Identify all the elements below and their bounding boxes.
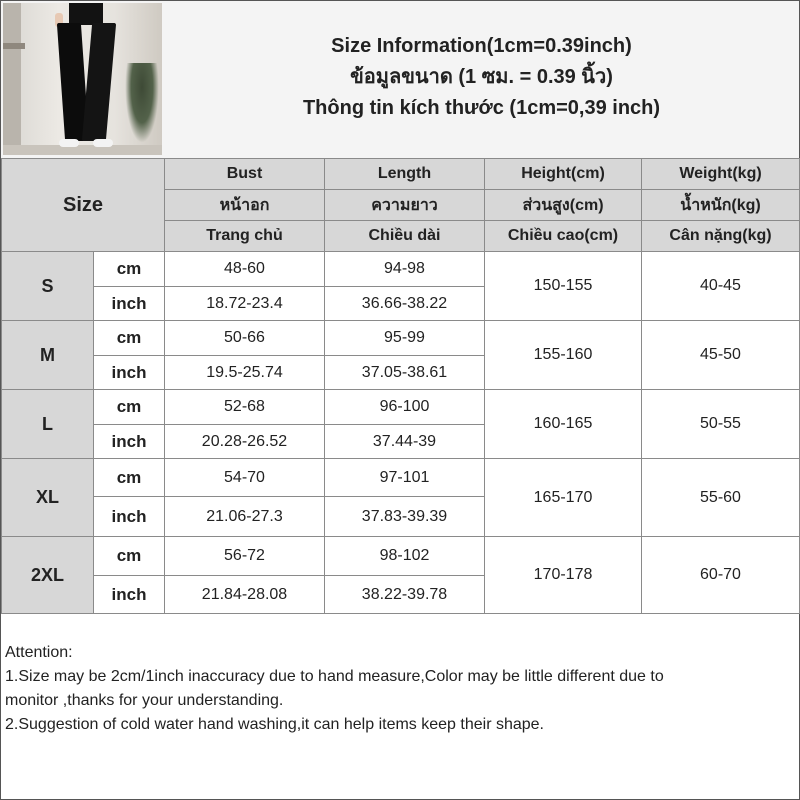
bust-cm-cell: 50-66 xyxy=(165,321,325,356)
height-cell: 170-178 xyxy=(485,537,642,614)
col-header-bust: Bust xyxy=(165,159,325,190)
bust-inch-cell: 19.5-25.74 xyxy=(165,356,325,390)
chart-header xyxy=(1,1,799,159)
weight-cell: 60-70 xyxy=(642,537,800,614)
height-cell: 155-160 xyxy=(485,321,642,390)
col-header-bust-vi: Trang chủ xyxy=(165,221,325,252)
length-inch-cell: 37.83-39.39 xyxy=(325,497,485,537)
col-header-weight: Weight(kg) xyxy=(642,159,800,190)
unit-inch: inch xyxy=(94,287,165,321)
table-row xyxy=(2,321,800,356)
bust-inch-cell: 18.72-23.4 xyxy=(165,287,325,321)
size-label: S xyxy=(2,252,94,321)
unit-cm: cm xyxy=(94,321,165,356)
title-thai: ข้อมูลขนาด (1 ซม. = 0.39 นิ้ว) xyxy=(350,66,613,88)
title-vietnamese: Thông tin kích thước (1cm=0,39 inch) xyxy=(302,97,661,119)
length-cm-cell: 96-100 xyxy=(325,390,485,425)
bust-inch-cell: 21.84-28.08 xyxy=(165,576,325,614)
height-cell: 160-165 xyxy=(485,390,642,459)
col-header-length-vi: Chiều dài xyxy=(325,221,485,252)
weight-cell: 55-60 xyxy=(642,459,800,537)
length-cm-cell: 97-101 xyxy=(325,459,485,497)
bust-inch-cell: 20.28-26.52 xyxy=(165,425,325,459)
length-inch-cell: 36.66-38.22 xyxy=(325,287,485,321)
unit-inch: inch xyxy=(94,576,165,614)
attention-notes xyxy=(5,641,795,737)
height-cell: 165-170 xyxy=(485,459,642,537)
col-header-weight-vi: Cân nặng(kg) xyxy=(642,221,800,252)
weight-cell: 45-50 xyxy=(642,321,800,390)
col-header-height: Height(cm) xyxy=(485,159,642,190)
unit-cm: cm xyxy=(94,252,165,287)
weight-cell: 40-45 xyxy=(642,252,800,321)
header-row-en xyxy=(2,159,800,190)
size-label: M xyxy=(2,321,94,390)
bust-cm-cell: 54-70 xyxy=(165,459,325,497)
length-inch-cell: 38.22-39.78 xyxy=(325,576,485,614)
bust-cm-cell: 56-72 xyxy=(165,537,325,576)
col-header-height-th: ส่วนสูง(cm) xyxy=(485,190,642,221)
unit-inch: inch xyxy=(94,497,165,537)
photo-plant xyxy=(125,63,159,143)
unit-inch: inch xyxy=(94,356,165,390)
attention-heading: Attention: xyxy=(5,644,73,661)
height-cell: 150-155 xyxy=(485,252,642,321)
size-label: L xyxy=(2,390,94,459)
length-cm-cell: 98-102 xyxy=(325,537,485,576)
bust-cm-cell: 48-60 xyxy=(165,252,325,287)
length-inch-cell: 37.05-38.61 xyxy=(325,356,485,390)
chart-titles xyxy=(164,31,799,124)
size-label: 2XL xyxy=(2,537,94,614)
bust-inch-cell: 21.06-27.3 xyxy=(165,497,325,537)
table-row xyxy=(2,537,800,576)
weight-cell: 50-55 xyxy=(642,390,800,459)
photo-shelf xyxy=(3,43,25,49)
col-header-height-vi: Chiều cao(cm) xyxy=(485,221,642,252)
attention-line-2: monitor ,thanks for your understanding. xyxy=(5,692,284,709)
size-column-header: Size xyxy=(2,159,165,252)
unit-cm: cm xyxy=(94,390,165,425)
length-cm-cell: 94-98 xyxy=(325,252,485,287)
table-row xyxy=(2,252,800,287)
col-header-bust-th: หน้าอก xyxy=(165,190,325,221)
col-header-length-th: ความยาว xyxy=(325,190,485,221)
title-english: Size Information(1cm=0.39inch) xyxy=(331,35,632,57)
col-header-weight-th: น้ำหนัก(kg) xyxy=(642,190,800,221)
size-label: XL xyxy=(2,459,94,537)
length-inch-cell: 37.44-39 xyxy=(325,425,485,459)
unit-cm: cm xyxy=(94,537,165,576)
attention-line-3: 2.Suggestion of cold water hand washing,it can help items keep their shape. xyxy=(5,716,544,733)
photo-model xyxy=(55,3,117,153)
size-table xyxy=(1,158,800,614)
table-row xyxy=(2,390,800,425)
col-header-length: Length xyxy=(325,159,485,190)
length-cm-cell: 95-99 xyxy=(325,321,485,356)
unit-cm: cm xyxy=(94,459,165,497)
bust-cm-cell: 52-68 xyxy=(165,390,325,425)
product-photo xyxy=(3,3,162,155)
photo-wall xyxy=(3,3,21,155)
attention-line-1: 1.Size may be 2cm/1inch inaccuracy due to hand measure,Color may be little different due to xyxy=(5,668,664,685)
unit-inch: inch xyxy=(94,425,165,459)
table-row xyxy=(2,459,800,497)
